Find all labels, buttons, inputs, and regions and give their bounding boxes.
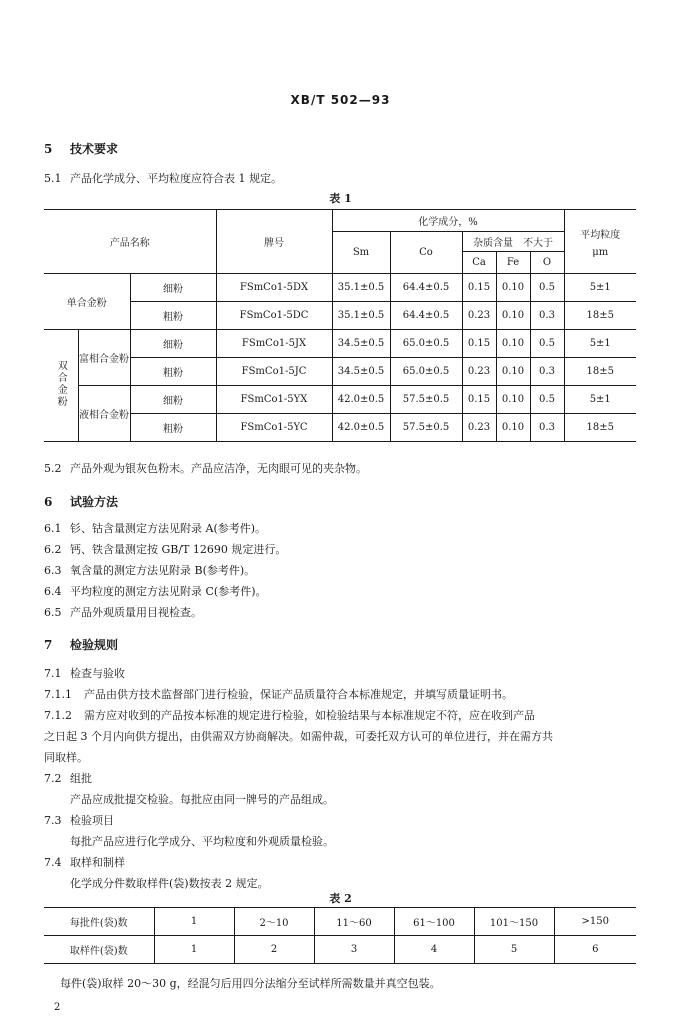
cell-o: 0.3	[530, 414, 564, 442]
header-ca: Ca	[462, 252, 496, 274]
cell-co: 57.5±0.5	[390, 386, 462, 414]
clause-number: 7.3	[44, 814, 62, 827]
subgroup-rich-phase: 富相合金粉	[78, 330, 130, 386]
clause-number: 6.3	[44, 564, 62, 577]
subgroup-liquid-phase: 液相合金粉	[78, 386, 130, 442]
clause-text: 平均粒度的测定方法见附录 C(参考件)。	[70, 585, 267, 598]
section-number: 5	[44, 142, 53, 156]
cell-grade: FSmCo1-5JC	[216, 358, 332, 386]
clause-text: 钐、钴含量测定方法见附录 A(参考件)。	[70, 522, 267, 535]
cell-sm: 34.5±0.5	[332, 330, 390, 358]
clause-text: 检查与验收	[70, 667, 125, 680]
cell-fe: 0.10	[496, 330, 530, 358]
cell-fe: 0.10	[496, 414, 530, 442]
header-chemical-composition: 化学成分，%	[332, 210, 564, 232]
clause-7-3-body: 每批产品应进行化学成分、平均粒度和外观质量检验。	[70, 835, 334, 848]
cell-size: 5±1	[564, 330, 636, 358]
cell-ca: 0.15	[462, 386, 496, 414]
clause-text: 检验项目	[70, 814, 114, 827]
clause-5-1	[44, 170, 282, 186]
clause-5-2	[44, 460, 367, 476]
cell-fe: 0.10	[496, 386, 530, 414]
cell-o: 0.3	[530, 302, 564, 330]
cell-sample: 3	[314, 936, 394, 964]
cell-batch: 1	[154, 908, 234, 936]
clause-7-2-body: 产品应成批提交检验。每批应由同一牌号的产品组成。	[70, 793, 334, 806]
clause-text: 钙、铁含量测定按 GB/T 12690 规定进行。	[70, 543, 287, 556]
cell-type: 粗粉	[130, 414, 216, 442]
cell-sm: 35.1±0.5	[332, 302, 390, 330]
cell-sm: 42.0±0.5	[332, 386, 390, 414]
cell-ca: 0.23	[462, 414, 496, 442]
clause-6-4	[44, 583, 267, 599]
closing-paragraph: 每件(袋)取样 20～30 g，经混匀后用四分法缩分至试样所需数量并真空包装。	[60, 977, 441, 990]
table-2-caption: 表 2	[329, 892, 352, 905]
header-size-unit: μm	[592, 246, 609, 258]
clause-number: 5.2	[44, 462, 62, 475]
table-row	[44, 358, 636, 386]
cell-grade: FSmCo1-5DC	[216, 302, 332, 330]
cell-ca: 0.23	[462, 302, 496, 330]
clause-text: 产品外观为银灰色粉末。产品应洁净，无肉眼可见的夹杂物。	[70, 462, 367, 475]
clause-text: 组批	[70, 772, 92, 785]
header-sm: Sm	[332, 232, 390, 274]
row-label-sample-count: 取样件(袋)数	[44, 936, 154, 964]
cell-co: 57.5±0.5	[390, 414, 462, 442]
cell-size: 18±5	[564, 302, 636, 330]
cell-grade: FSmCo1-5JX	[216, 330, 332, 358]
clause-number: 7.2	[44, 772, 62, 785]
section-title: 检验规则	[70, 638, 119, 652]
clause-7-1-2	[44, 707, 535, 723]
table-row	[44, 274, 636, 302]
cell-fe: 0.10	[496, 358, 530, 386]
table-1-caption: 表 1	[329, 192, 352, 205]
clause-7-1-2-line-3: 同取样。	[44, 751, 88, 764]
cell-co: 64.4±0.5	[390, 274, 462, 302]
cell-type: 粗粉	[130, 302, 216, 330]
clause-7-1	[44, 665, 125, 681]
group-dual-alloy	[44, 330, 78, 442]
page-header: XB/T 502—93	[290, 93, 391, 107]
section-title: 技术要求	[70, 142, 119, 156]
clause-number: 6.5	[44, 606, 62, 619]
clause-number: 6.1	[44, 522, 62, 535]
header-product-name: 产品名称	[44, 210, 216, 274]
cell-sm: 35.1±0.5	[332, 274, 390, 302]
cell-batch: 11～60	[314, 908, 394, 936]
cell-size: 5±1	[564, 274, 636, 302]
header-impurity: 杂质含量 不大于	[462, 232, 564, 252]
cell-sample: 6	[554, 936, 636, 964]
cell-size: 5±1	[564, 386, 636, 414]
table-1	[44, 209, 636, 442]
clause-7-4	[44, 854, 125, 870]
header-co: Co	[390, 232, 462, 274]
table-row	[44, 908, 636, 936]
cell-size: 18±5	[564, 358, 636, 386]
clause-7-3	[44, 812, 114, 828]
clause-number: 6.2	[44, 543, 62, 556]
cell-batch: 2～10	[234, 908, 314, 936]
clause-text-line-1: 需方应对收到的产品按本标准的规定进行检验，如检验结果与本标准规定不符，应在收到产品	[84, 709, 535, 722]
table-row	[44, 386, 636, 414]
cell-sm: 34.5±0.5	[332, 358, 390, 386]
row-label-batch-count: 每批件(袋)数	[44, 908, 154, 936]
section-title: 试验方法	[70, 495, 119, 509]
clause-number: 7.1.2	[44, 709, 72, 722]
cell-fe: 0.10	[496, 274, 530, 302]
clause-text: 取样和制样	[70, 856, 125, 869]
clause-number: 7.4	[44, 856, 62, 869]
clause-7-2	[44, 770, 92, 786]
clause-6-3	[44, 562, 255, 578]
clause-number: 7.1.1	[44, 688, 72, 701]
cell-co: 64.4±0.5	[390, 302, 462, 330]
cell-ca: 0.15	[462, 330, 496, 358]
cell-type: 细粉	[130, 386, 216, 414]
cell-sample: 2	[234, 936, 314, 964]
header-grade: 牌号	[216, 210, 332, 274]
cell-sm: 42.0±0.5	[332, 414, 390, 442]
section-5-heading	[44, 140, 118, 157]
cell-o: 0.5	[530, 386, 564, 414]
cell-ca: 0.15	[462, 274, 496, 302]
clause-7-1-2-line-2: 之日起 3 个月内向供方提出，由供需双方协商解决。如需仲裁，可委托双方认可的单位进行，并在需方共	[44, 730, 553, 743]
cell-fe: 0.10	[496, 302, 530, 330]
clause-text: 氧含量的测定方法见附录 B(参考件)。	[70, 564, 256, 577]
clause-7-1-1	[44, 686, 513, 702]
cell-grade: FSmCo1-5YX	[216, 386, 332, 414]
cell-o: 0.5	[530, 274, 564, 302]
table-row	[44, 330, 636, 358]
cell-type: 粗粉	[130, 358, 216, 386]
clause-text: 产品外观质量用目视检查。	[70, 606, 202, 619]
cell-batch: 101～150	[474, 908, 554, 936]
header-average-size	[564, 210, 636, 274]
table-row	[44, 414, 636, 442]
clause-7-4-body: 化学成分件数取样件(袋)数按表 2 规定。	[70, 877, 269, 890]
header-o: O	[530, 252, 564, 274]
table-2	[44, 907, 636, 964]
section-number: 7	[44, 638, 53, 652]
cell-batch: >150	[554, 908, 636, 936]
clause-6-1	[44, 520, 266, 536]
section-number: 6	[44, 495, 53, 509]
clause-text: 产品由供方技术监督部门进行检验，保证产品质量符合本标准规定，并填写质量证明书。	[84, 688, 513, 701]
cell-o: 0.5	[530, 330, 564, 358]
page-number: 2	[54, 1002, 61, 1013]
section-7-heading	[44, 636, 118, 653]
cell-batch: 61～100	[394, 908, 474, 936]
clause-text: 产品化学成分、平均粒度应符合表 1 规定。	[70, 172, 282, 185]
cell-sample: 1	[154, 936, 234, 964]
table-row	[44, 936, 636, 964]
cell-grade: FSmCo1-5YC	[216, 414, 332, 442]
clause-number: 6.4	[44, 585, 62, 598]
group-dual-alloy-label: 双合金粉	[55, 360, 67, 408]
header-size-label: 平均粒度	[580, 229, 621, 241]
cell-o: 0.3	[530, 358, 564, 386]
table-row	[44, 302, 636, 330]
header-fe: Fe	[496, 252, 530, 274]
clause-6-5	[44, 604, 202, 620]
group-single-alloy: 单合金粉	[44, 274, 130, 330]
cell-type: 细粉	[130, 274, 216, 302]
clause-number: 7.1	[44, 667, 62, 680]
cell-type: 细粉	[130, 330, 216, 358]
clause-number: 5.1	[44, 172, 62, 185]
section-6-heading	[44, 493, 118, 510]
clause-6-2	[44, 541, 286, 557]
cell-co: 65.0±0.5	[390, 358, 462, 386]
cell-sample: 5	[474, 936, 554, 964]
cell-size: 18±5	[564, 414, 636, 442]
cell-co: 65.0±0.5	[390, 330, 462, 358]
cell-grade: FSmCo1-5DX	[216, 274, 332, 302]
cell-ca: 0.23	[462, 358, 496, 386]
cell-sample: 4	[394, 936, 474, 964]
